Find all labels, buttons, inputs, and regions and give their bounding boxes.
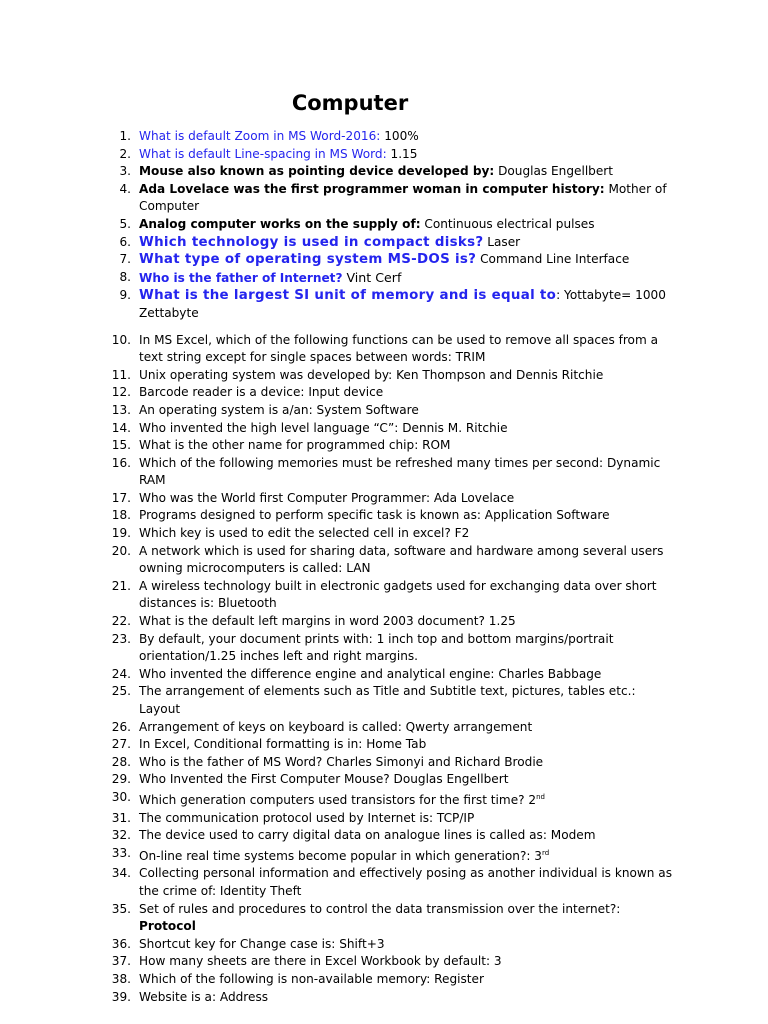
item-question: Ada Lovelace was the first programmer woman in computer history: — [139, 181, 605, 196]
item-text: Which of the following memories must be refreshed many times per second: Dynamic RAM — [139, 455, 661, 488]
list-item — [0, 613, 768, 631]
item-text: By default, your document prints with: 1 inch top and bottom margins/portrait orientation/1.25 inches left and right margins. — [139, 631, 614, 664]
item-text: Which generation computers used transistors for the first time? 2 — [139, 793, 537, 807]
list-item — [0, 455, 768, 490]
item-number: 20. — [111, 543, 131, 558]
page-title: Computer — [291, 91, 409, 115]
item-text: What is the default left margins in word 2003 document? 1.25 — [139, 614, 516, 629]
item-answer-bold: Protocol — [139, 919, 196, 934]
list-item — [0, 827, 768, 845]
list-item — [0, 402, 768, 420]
item-number: 21. — [111, 578, 131, 593]
list-item — [0, 666, 768, 684]
item-text: Which of the following is non-available memory: Register — [139, 971, 484, 986]
item-number: 4. — [119, 181, 131, 196]
item-text: A network which is used for sharing data, software and hardware among several users owning microcomputers is called: LAN — [139, 543, 664, 576]
list-item — [0, 543, 768, 578]
item-text: In MS Excel, which of the following functions can be used to remove all spaces from a text string except for single spaces between words: TRIM — [139, 332, 658, 365]
item-number: 10. — [111, 332, 131, 347]
question-list — [0, 128, 768, 1006]
item-text: Who Invented the First Computer Mouse? Douglas Engellbert — [139, 772, 509, 787]
item-number: 6. — [119, 234, 131, 249]
item-number: 1. — [119, 129, 131, 143]
list-item — [0, 234, 768, 252]
item-question: What is default Line-spacing in MS Word: — [139, 146, 387, 161]
list-item — [0, 251, 768, 269]
item-number: 37. — [111, 954, 131, 969]
item-text: On-line real time systems become popular in which generation?: 3 — [139, 848, 542, 863]
item-answer: Mother of Computer — [139, 181, 667, 214]
item-question: Analog computer works on the supply of: — [139, 216, 421, 231]
item-number: 27. — [111, 737, 131, 752]
item-number: 26. — [111, 719, 131, 734]
list-item — [0, 936, 768, 954]
item-text: The arrangement of elements such as Title and Subtitle text, pictures, tables etc.: Layout — [139, 684, 636, 716]
list-item — [0, 953, 768, 971]
item-answer: Command Line Interface — [476, 252, 630, 267]
item-question: What is default Zoom in MS Word-2016: — [139, 129, 381, 143]
item-text: How many sheets are there in Excel Workbook by default: 3 — [139, 954, 502, 969]
item-question: Who is the father of Internet? — [139, 270, 343, 285]
list-item — [0, 287, 768, 322]
item-answer: : Yottabyte= 1000 Zettabyte — [139, 288, 666, 320]
list-item — [0, 181, 768, 216]
item-number: 28. — [111, 754, 131, 769]
item-answer: 100% — [380, 129, 419, 143]
item-number: 19. — [111, 526, 131, 541]
list-item — [0, 971, 768, 989]
item-number: 24. — [111, 666, 131, 681]
item-number: 34. — [111, 866, 131, 881]
item-question: Mouse also known as pointing device developed by: — [139, 164, 495, 179]
item-number: 13. — [111, 402, 131, 417]
item-text: Who was the World first Computer Programmer: Ada Lovelace — [139, 490, 515, 505]
item-question: What is the largest SI unit of memory and is equal to — [139, 288, 557, 304]
list-item — [0, 631, 768, 666]
list-item — [0, 810, 768, 828]
item-text: Programs designed to perform specific task is known as: Application Software — [139, 508, 610, 523]
item-number: 12. — [111, 385, 131, 400]
item-number: 29. — [111, 772, 131, 787]
item-answer: Douglas Engellbert — [494, 164, 614, 179]
item-text: Which key is used to edit the selected cell in excel? F2 — [139, 526, 470, 541]
item-text: Who is the father of MS Word? Charles Simonyi and Richard Brodie — [139, 754, 544, 769]
list-item — [0, 128, 768, 146]
item-text: Set of rules and procedures to control the data transmission over the internet?: — [139, 901, 621, 916]
list-item — [0, 989, 768, 1007]
item-number: 23. — [111, 631, 131, 646]
item-text: The communication protocol used by Internet is: TCP/IP — [139, 810, 475, 825]
list-item — [0, 865, 768, 900]
list-item — [0, 269, 768, 288]
item-text: Unix operating system was developed by: Ken Thompson and Dennis Ritchie — [139, 367, 604, 382]
item-number: 7. — [119, 252, 131, 267]
item-number: 36. — [111, 936, 131, 951]
list-item — [0, 384, 768, 402]
item-number: 16. — [111, 455, 131, 470]
item-number: 15. — [111, 438, 131, 453]
item-number: 11. — [111, 367, 131, 382]
list-item — [0, 367, 768, 385]
list-item — [0, 437, 768, 455]
item-answer: Laser — [483, 234, 521, 249]
item-text: The device used to carry digital data on analogue lines is called as: Modem — [139, 828, 596, 843]
item-number: 17. — [111, 490, 131, 505]
ordinal-suffix: nd — [536, 792, 545, 801]
item-question: What type of operating system MS-DOS is? — [139, 252, 477, 268]
item-number: 2. — [119, 146, 131, 161]
list-item — [0, 845, 768, 866]
item-text: Website is a: Address — [139, 989, 269, 1004]
item-text: Who invented the difference engine and analytical engine: Charles Babbage — [139, 666, 602, 681]
item-text: Who invented the high level language “C”: Dennis M. Ritchie — [139, 420, 508, 435]
item-text: In Excel, Conditional formatting is in: Home Tab — [139, 737, 427, 752]
list-item — [0, 146, 768, 164]
list-item — [0, 719, 768, 737]
item-number: 22. — [111, 614, 131, 629]
item-number: 9. — [119, 288, 131, 303]
item-number: 39. — [111, 989, 131, 1004]
item-text: An operating system is a/an: System Software — [139, 402, 419, 417]
list-item — [0, 525, 768, 543]
list-item — [0, 332, 768, 367]
item-text: Collecting personal information and effectively posing as another individual is known as the crime of: Identity Theft — [139, 866, 673, 898]
item-number: 35. — [111, 901, 131, 916]
item-text: Shortcut key for Change case is: Shift+3 — [139, 936, 385, 951]
item-number: 30. — [111, 789, 131, 804]
list-item — [0, 771, 768, 789]
list-item — [0, 736, 768, 754]
list-item — [0, 490, 768, 508]
list-item — [0, 578, 768, 613]
list-item — [0, 789, 768, 810]
item-number: 14. — [111, 420, 131, 435]
item-answer: 1.15 — [386, 146, 418, 161]
item-answer: Continuous electrical pulses — [420, 216, 595, 231]
item-text: What is the other name for programmed chip: ROM — [139, 438, 451, 453]
ordinal-suffix: rd — [542, 848, 550, 857]
item-answer: Vint Cerf — [342, 269, 402, 285]
item-number: 38. — [111, 971, 131, 986]
item-text: Barcode reader is a device: Input device — [139, 385, 384, 400]
item-number: 32. — [111, 828, 131, 843]
list-item — [0, 901, 768, 936]
item-number: 3. — [119, 164, 131, 179]
item-number: 5. — [119, 216, 131, 231]
item-number: 31. — [111, 810, 131, 825]
item-text: A wireless technology built in electronic gadgets used for exchanging data over short distances is: Bluetooth — [139, 578, 657, 611]
list-item — [0, 163, 768, 181]
item-text: Arrangement of keys on keyboard is called: Qwerty arrangement — [139, 719, 533, 734]
item-number: 8. — [119, 269, 131, 284]
list-item — [0, 420, 768, 438]
list-item — [0, 754, 768, 772]
item-number: 18. — [111, 508, 131, 523]
item-question: Which technology is used in compact disks? — [139, 234, 484, 250]
list-item — [0, 683, 768, 718]
item-number: 33. — [111, 845, 131, 860]
list-item — [0, 507, 768, 525]
list-item — [0, 216, 768, 234]
item-number: 25. — [111, 684, 131, 699]
